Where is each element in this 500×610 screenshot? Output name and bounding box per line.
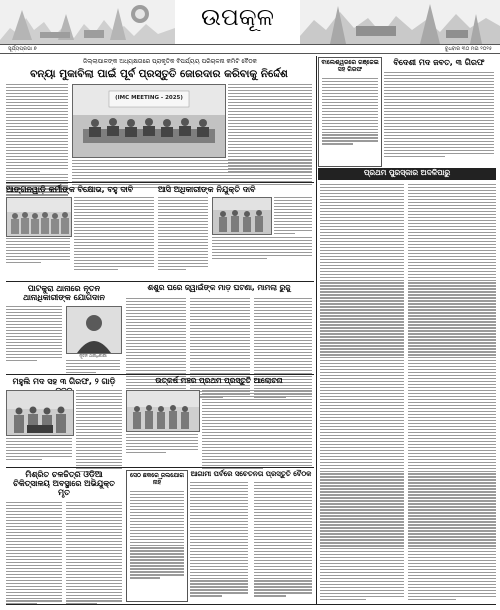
prize-headline: ପ୍ରଥମ ପୁରସ୍କାର ଅଦଳିପାରୁ	[363, 168, 451, 177]
protest-photo	[6, 197, 72, 237]
flood-body-text-3	[72, 160, 312, 188]
doctor-headline: ମିଶ୍ରିତ ଚଳଚ୍ଚିତ୍ର ଓଡ଼ିଆ ଚିକିତ୍ସାଳୟ ଅବସ୍ଥାରେ ଅଭିଯୁକ୍ତ ମୃତ	[13, 470, 115, 498]
flood-headline: ବନ୍ୟା ମୁକାବିଲା ପାଇଁ ପୂର୍ବ ପ୍ରସ୍ତୁତି ଜୋରଦାର କରିବାକୁ ନିର୍ଦ୍ଦେଶ	[30, 68, 288, 80]
meeting-photo	[72, 84, 226, 158]
anganwadi-headline: ଆଙ୍ଗନୱାଡ଼ି କର୍ମୀଙ୍କ ବିକ୍ଷୋଭ, ବହୁ ଦାବି	[6, 185, 134, 194]
bottom-headline: ଆଗାମୀ ପର୍ବରେ ସଚେତନତା ପ୍ରସ୍ତୁତି ବୈଠକ	[190, 470, 312, 478]
flood-body-text-2	[228, 84, 312, 172]
issue-date: ବୁଧବାର ୩୦ ମଇ ୨୦୨୫	[444, 46, 492, 52]
collector-headline: ଆସି ଅଧିକାରୀଙ୍କ ନିଯୁକ୍ତି ଦାବି	[158, 185, 256, 194]
masthead-rule-2	[0, 53, 500, 54]
bottom-body	[190, 482, 248, 597]
side-body	[319, 76, 381, 147]
collector-body	[158, 197, 208, 270]
small-box	[126, 470, 188, 602]
column-divider	[316, 56, 317, 604]
office-body-2	[126, 434, 198, 453]
anganwadi-body-2	[74, 197, 154, 270]
bottom-rule	[6, 604, 496, 605]
masthead-rule	[0, 44, 500, 45]
office-body	[202, 390, 312, 469]
collector-photo	[212, 197, 272, 235]
seizure-photo	[6, 390, 74, 436]
divider	[6, 182, 314, 183]
small-box-headline: ସେଠ ଛକରେ ଜଲଯୋଗ ନାହିଁ	[129, 472, 185, 486]
flood-kicker: ଜିଲ୍ଲାପାଳଙ୍କ ଅଧ୍ୟକ୍ଷତାରେ ପ୍ରାକୃତିକ ବିପର୍ଯ୍ୟୟ ପରିଚାଳନା କମିଟି ବୈଠକ	[83, 58, 257, 65]
divider	[6, 467, 314, 468]
masthead-art-left	[0, 0, 175, 44]
masthead-title: ଉପକୂଳ	[200, 3, 274, 31]
bottom-body-2	[254, 482, 312, 597]
divider	[6, 281, 314, 282]
police-body-2	[66, 360, 120, 373]
meeting-banner: (IMC MEETING - 2025)	[115, 95, 183, 101]
prize-body	[320, 184, 404, 600]
side-headline: ବାଲେଶ୍ୱରରେ ଗଞ୍ଜେଇ ସହ ଗିରଫ	[321, 59, 379, 73]
police-body	[6, 306, 62, 361]
road-headline: ଶଶୁର ଘରେ ଜ୍ୱାଇଁଙ୍କ ମାଡ଼ ଘଟଣା, ମାମଲା ରୁଜୁ	[147, 283, 291, 292]
masthead-art-right	[300, 0, 500, 44]
divider	[6, 374, 314, 375]
liquor-body-2	[6, 438, 72, 460]
foreign-body	[384, 72, 494, 157]
office-headline: ଉତ୍କର୍ଷ ମଞ୍ଚର ପ୍ରଥମ ପ୍ରସ୍ତୁତି ଆଲୋଚନା	[155, 376, 283, 385]
officer-photo-caption: ନୂତନ ଥାନାଧିକାରୀ	[79, 353, 107, 358]
doctor-body	[6, 502, 62, 605]
page-label: ସୂର୍ଯ୍ୟପ୍ରଭା ୭	[8, 46, 37, 52]
police-headline: ପାଟକୁରା ଥାନାରେ ନୂତନ ଥାନାଧିକାରୀଙ୍କ ଯୋଗଦାନ	[23, 284, 105, 303]
foreign-headline: ବିଦେଶୀ ମଦ ଜବତ, ୩ ଗିରଫ	[393, 58, 485, 67]
collector-body-3	[274, 197, 312, 234]
liquor-body	[76, 390, 122, 472]
officer-photo	[66, 306, 122, 354]
prize-body-2	[408, 184, 496, 600]
anganwadi-body	[6, 238, 70, 263]
collector-body-2	[212, 237, 312, 259]
side-box	[318, 57, 382, 167]
doctor-body-2	[66, 502, 122, 605]
masthead	[0, 0, 500, 52]
liquor-headline: ମହୁଲି ମଦ ସହ ୩ ଗିରଫ, ୨ ଗାଡ଼ି	[12, 377, 116, 386]
small-box-body	[127, 489, 187, 581]
office-photo	[126, 390, 200, 432]
